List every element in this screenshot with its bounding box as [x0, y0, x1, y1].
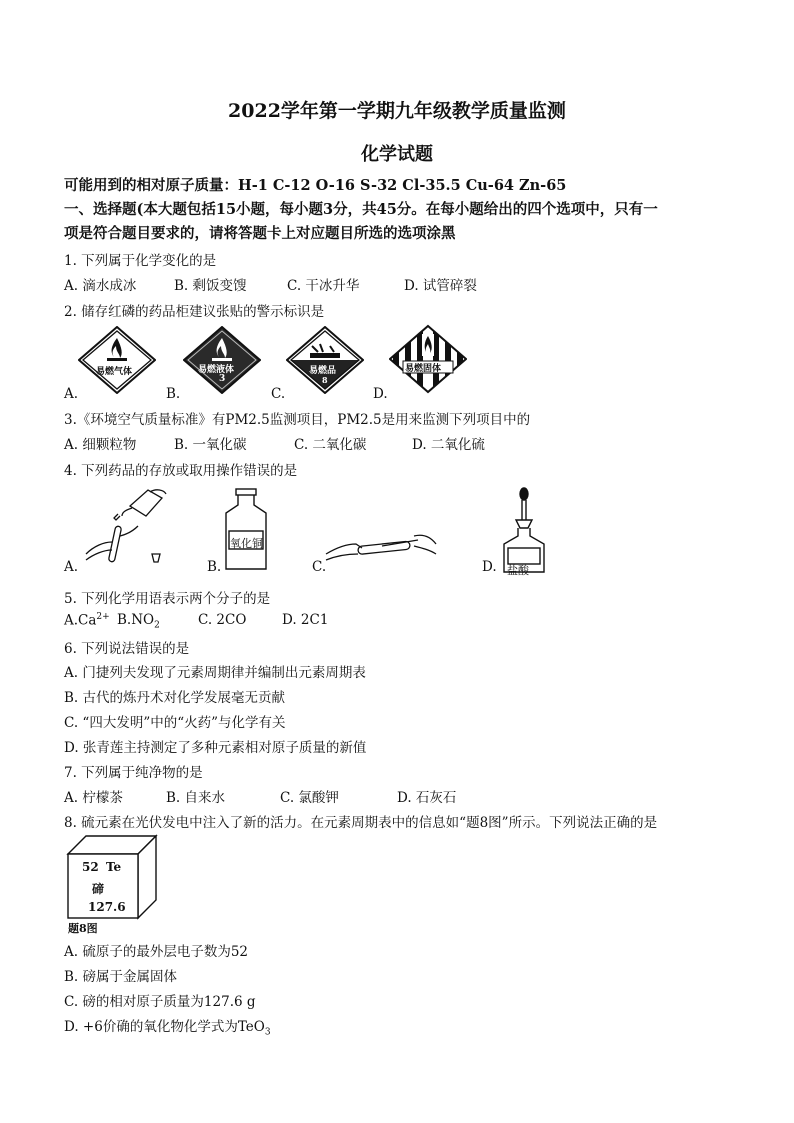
- sign-b-number: 3: [219, 374, 226, 384]
- q5-option-b-text: B.NO: [117, 612, 155, 628]
- q6-option-c: C. “四大发明”中的“火药”与化学有关: [64, 715, 286, 731]
- figure-caption: 题8图: [68, 922, 98, 935]
- q2-letter-b: B.: [166, 386, 181, 402]
- q7-option-c: C. 氯酸钾: [280, 790, 339, 806]
- q8-option-b: B. 磅属于金属固体: [64, 969, 178, 985]
- subject-title: 化学试题: [361, 144, 433, 165]
- cell-symbol: Te: [106, 860, 122, 874]
- q8-stem: 8. 硫元素在光伏发电中注入了新的活力。在元素周期表中的信息如“题8图”所示。下列说法正确的是: [64, 815, 658, 831]
- q6-stem: 6. 下列说法错误的是: [64, 641, 190, 657]
- q4-letter-c: C.: [312, 559, 327, 575]
- q3-option-d: D. 二氧化硫: [412, 437, 485, 453]
- section1-instructions-line1: 一、选择题(本大题包括15小题，每小题3分，共45分。在每小题给出的四个选项中，只有一: [64, 201, 658, 218]
- q4-letter-d: D.: [482, 559, 497, 575]
- q8-option-d: [64, 1015, 271, 1038]
- q5-option-a-charge: 2+: [96, 612, 110, 622]
- q5-option-c: C. 2CO: [198, 612, 247, 628]
- q8-option-c: C. 磅的相对原子质量为127.6 g: [64, 994, 256, 1010]
- reagent-bottle-icon: [220, 487, 272, 571]
- q1-option-b: B. 剩饭变馊: [174, 278, 247, 294]
- q7-option-b: B. 自来水: [166, 790, 226, 806]
- q5-option-d: D. 2C1: [282, 612, 329, 628]
- dropper-bottle-icon: [498, 486, 550, 574]
- q2-letter-d: D.: [373, 386, 388, 402]
- q1-option-d: D. 试管碎裂: [404, 278, 477, 294]
- q4-stem: 4. 下列药品的存放或取用操作错误的是: [64, 463, 298, 479]
- sign-c-number: 8: [322, 375, 328, 385]
- q6-option-d: D. 张青莲主持测定了多种元素相对原子质量的新值: [64, 740, 367, 756]
- q6-option-b: B. 古代的炼丹术对化学发展毫无贡献: [64, 690, 286, 706]
- adding-powder-to-tube-icon: [322, 528, 440, 568]
- q2-stem: 2. 储存红磷的药品柜建议张贴的警示标识是: [64, 304, 325, 320]
- q2-letter-a: A.: [64, 386, 79, 402]
- flammable-solid-sign-icon: [389, 324, 467, 394]
- q5-stem: 5. 下列化学用语表示两个分子的是: [64, 591, 271, 607]
- bottle-label-copper-oxide: 氧化铜: [230, 537, 263, 550]
- q2-letter-c: C.: [271, 386, 286, 402]
- q1-option-c: C. 干冰升华: [287, 278, 360, 294]
- q5-option-b-subscript: 2: [154, 620, 160, 631]
- cell-element-name: 碲: [92, 882, 105, 896]
- pouring-into-test-tube-icon: [78, 484, 174, 570]
- q3-option-a: A. 细颗粒物: [64, 437, 137, 453]
- bottle-label-hydrochloric-acid: 盐酸: [507, 564, 529, 577]
- page-title: 2022学年第一学期九年级教学质量监测: [228, 100, 566, 122]
- q7-stem: 7. 下列属于纯净物的是: [64, 765, 203, 781]
- sign-a-label: 易燃气体: [96, 367, 133, 377]
- q5-option-a: [64, 612, 110, 629]
- q8-option-d-text: D. +6价确的氧化物化学式为TeO: [64, 1019, 265, 1035]
- q4-letter-a: A.: [64, 559, 79, 575]
- flammable-gas-sign-icon: [78, 326, 156, 394]
- q6-option-a: A. 门捷列夫发现了元素周期律并编制出元素周期表: [64, 665, 366, 681]
- q3-stem: 3.《环境空气质量标准》有PM2.5监测项目，PM2.5是用来监测下列项目中的: [64, 412, 531, 428]
- sign-d-label: 易燃固体: [405, 364, 442, 374]
- q1-stem: 1. 下列属于化学变化的是: [64, 253, 217, 269]
- sign-c-label: 易燃品: [309, 366, 337, 376]
- q7-option-a: A. 柠檬茶: [64, 790, 123, 806]
- q7-option-d: D. 石灰石: [397, 790, 457, 806]
- cell-atomic-number: 52: [82, 860, 99, 874]
- q5-option-b: [117, 612, 160, 631]
- q3-option-c: C. 二氧化碳: [294, 437, 367, 453]
- sign-b-label: 易燃液体: [198, 365, 235, 375]
- q3-option-b: B. 一氧化碳: [174, 437, 247, 453]
- cell-atomic-mass: 127.6: [88, 900, 126, 914]
- q1-option-a: A. 滴水成冰: [64, 278, 137, 294]
- q5-option-a-text: A.Ca: [64, 612, 97, 629]
- q4-letter-b: B.: [207, 559, 222, 575]
- section1-instructions-line2: 项是符合题目要求的，请将答题卡上对应题目所选的选项涂黑: [64, 225, 456, 242]
- q8-option-a: A. 硫原子的最外层电子数为52: [64, 944, 249, 960]
- q8-option-d-subscript: 3: [264, 1027, 271, 1038]
- atomic-masses: 可能用到的相对原子质量：H-1 C-12 O-16 S-32 Cl-35.5 Cu-64 Zn-65: [64, 177, 567, 194]
